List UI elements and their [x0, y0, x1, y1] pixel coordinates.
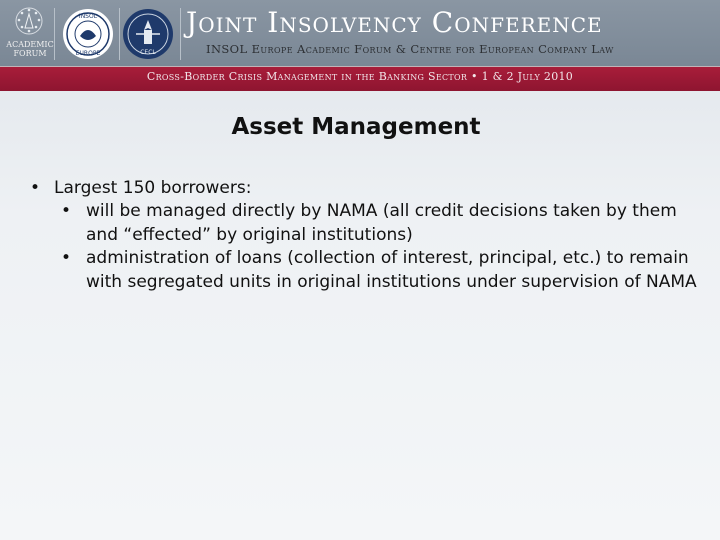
bullet-glyph: •: [30, 178, 41, 198]
academic-forum-logo: [6, 4, 54, 62]
bullet-text: will be managed directly by NAMA (all credit decisions taken by them and “effected” by original institutions): [86, 201, 677, 245]
star-circle-icon: [14, 6, 44, 36]
bullet-level-1: [24, 176, 704, 200]
bullet-glyph: •: [61, 201, 72, 221]
bullet-text: administration of loans (collection of interest, principal, etc.) to remain with segregated units in original institutions under supervision of NAMA: [86, 248, 697, 292]
bullet-level-2: [24, 200, 704, 247]
conference-subtitle: INSOL Europe Academic Forum & Centre for European Company Law: [206, 42, 614, 56]
bullet-text: Largest 150 borrowers:: [54, 178, 252, 198]
header-divider: [119, 8, 120, 60]
slide-content: [24, 176, 704, 294]
header-divider: [54, 8, 55, 60]
bullet-level-2: [24, 247, 704, 294]
cecl-seal-logo-icon: [122, 8, 174, 60]
cecl-logo-text: CECL: [140, 49, 156, 56]
header-divider: [180, 8, 181, 60]
insol-logo-bottom-text: EUROPE: [75, 50, 101, 57]
insol-europe-logo-icon: [62, 8, 114, 60]
conference-header: [0, 0, 720, 90]
event-line: Cross-Border Crisis Management in the Banking Sector • 1 & 2 July 2010: [146, 70, 574, 83]
conference-title: Joint Insolvency Conference: [186, 6, 603, 39]
insol-logo-top-text: INSOL: [78, 13, 98, 20]
bullet-glyph: •: [61, 248, 72, 268]
academic-forum-logo-text: ACADEMIC FORUM: [6, 40, 54, 58]
slide-title: Asset Management: [231, 114, 481, 140]
